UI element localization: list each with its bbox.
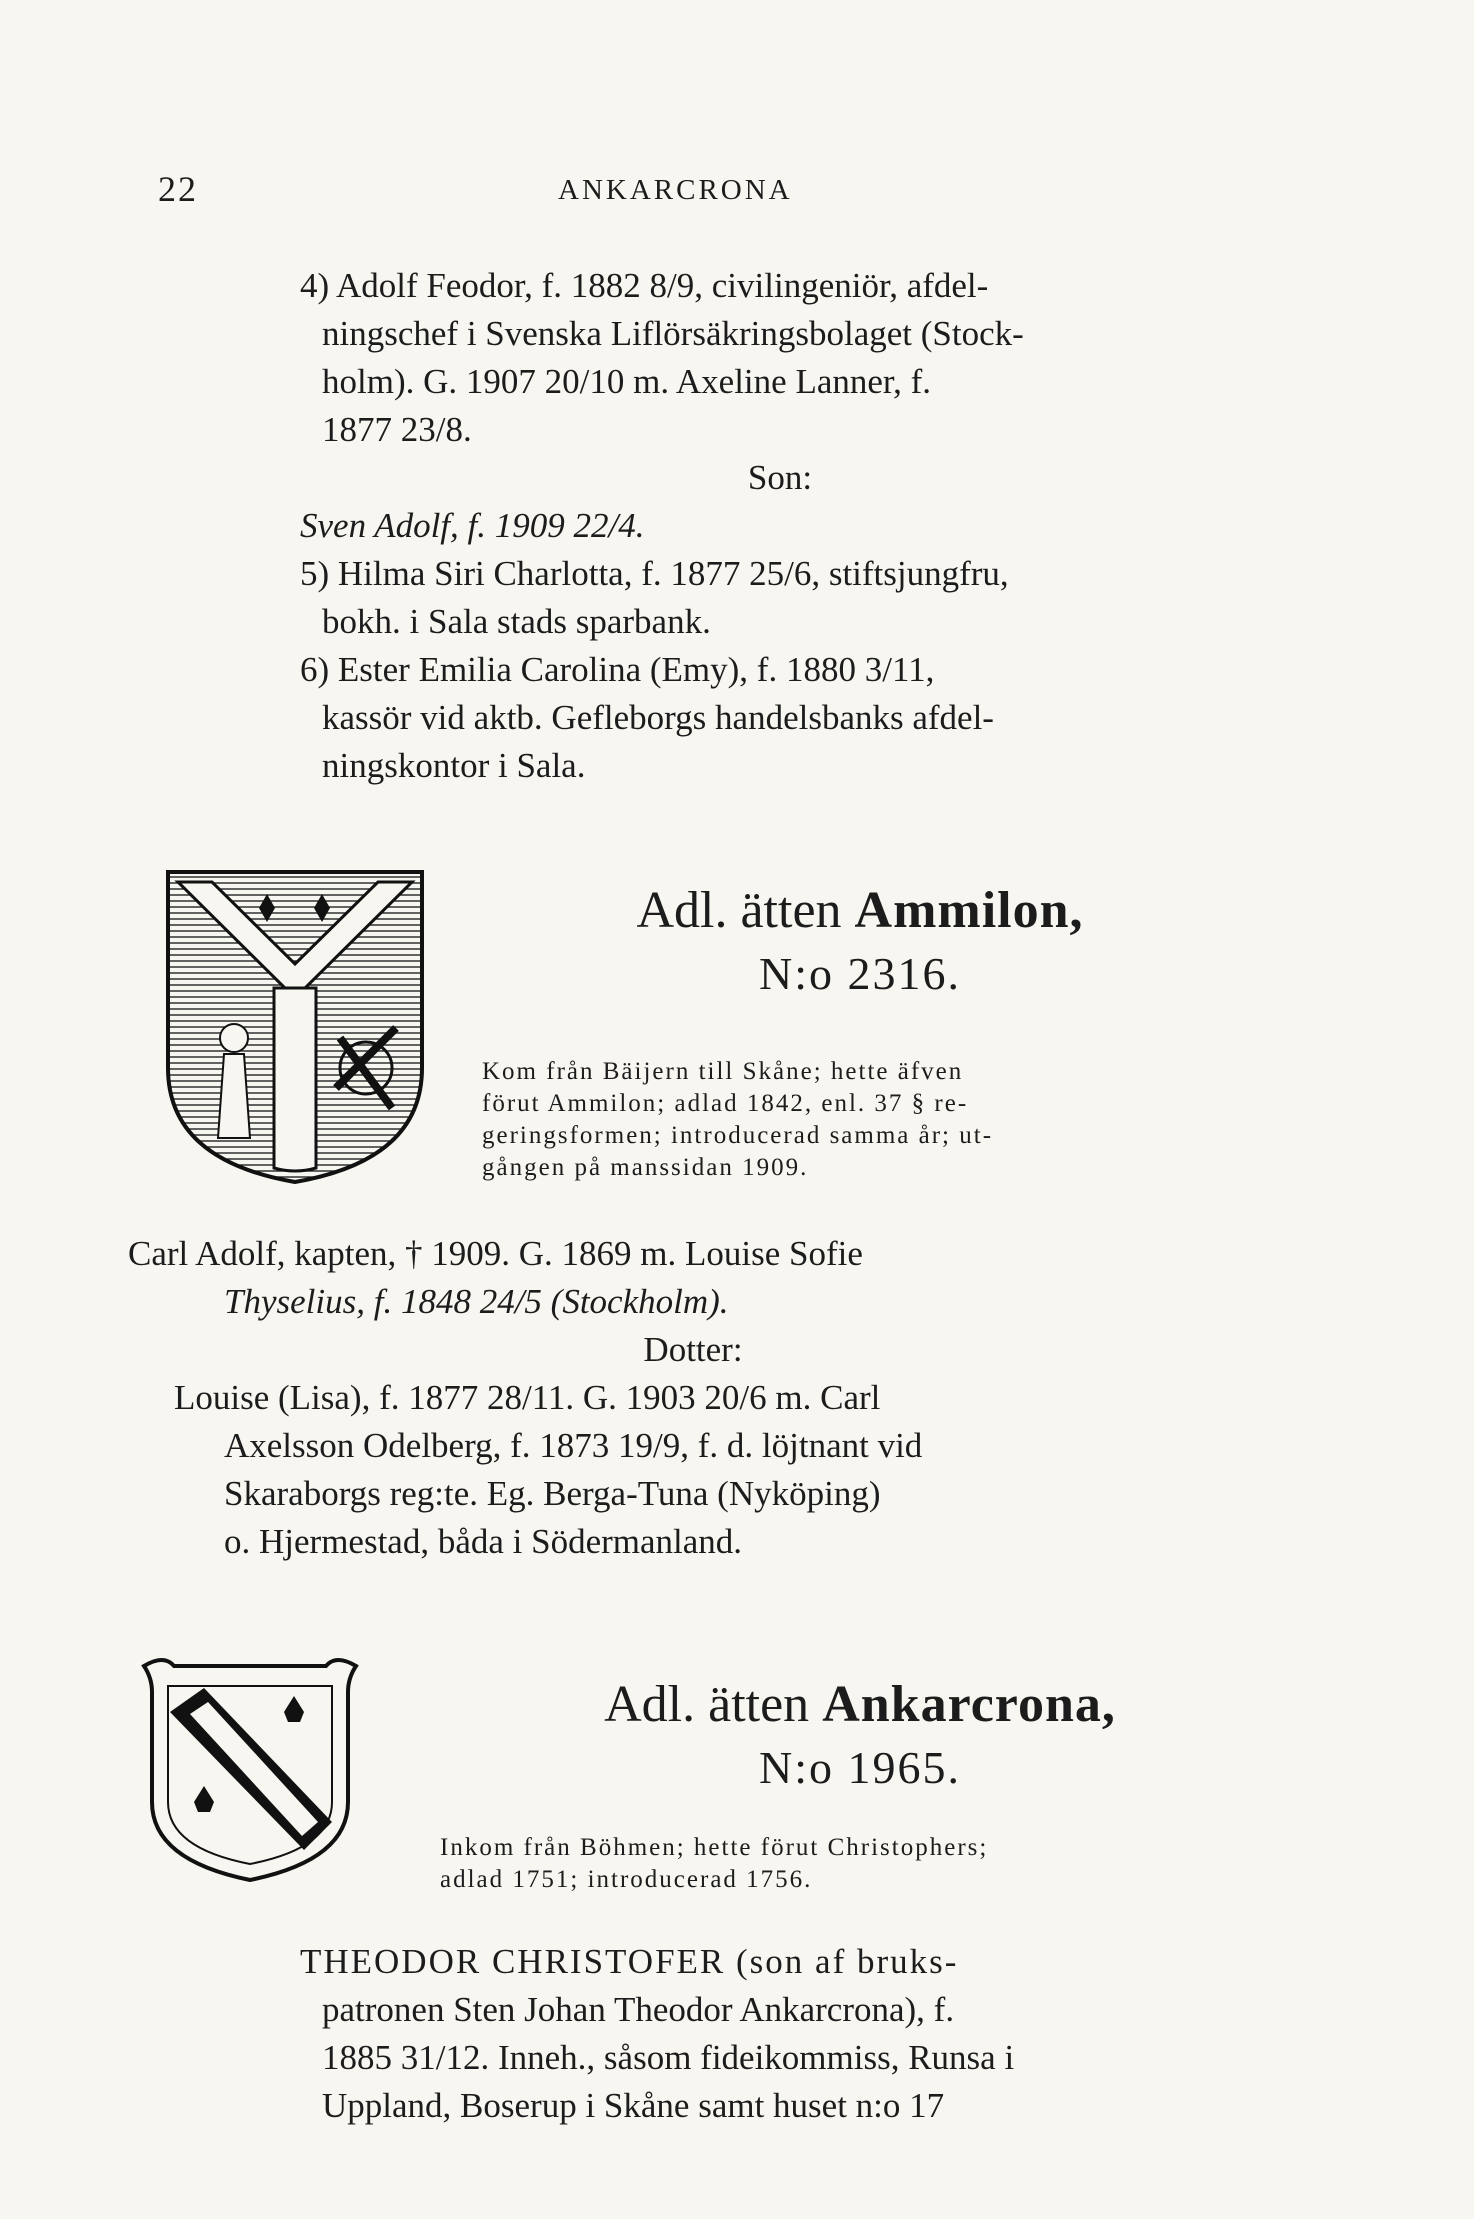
ammilon-title: [470, 878, 1250, 1004]
ankarcrona-body-line-3: 1885 31/12. Inneh., såsom fideikommiss, Runsa i: [322, 2038, 1015, 2077]
ammilon-body-line-2: Thyselius, f. 1848 24/5 (Stockholm).: [224, 1282, 729, 1321]
ankarcrona-number: N:o 1965.: [759, 1742, 961, 1793]
ammilon-desc-line-3: geringsformen; introducerad samma år; ut-: [482, 1122, 994, 1149]
entry-4-line-4: 1877 23/8.: [322, 410, 472, 449]
ankarcrona-coat-of-arms-icon: [134, 1652, 366, 1884]
ammilon-desc-line-2: förut Ammilon; adlad 1842, enl. 37 § re-: [482, 1090, 969, 1117]
entry-5-line-2: bokh. i Sala stads sparbank.: [322, 602, 711, 641]
ammilon-desc-line-4: gången på manssidan 1909.: [482, 1154, 809, 1181]
ankarcrona-title-name: Ankarcrona,: [822, 1676, 1116, 1733]
ankarcrona-desc-line-1: Inkom från Böhmen; hette förut Christophers;: [440, 1834, 989, 1861]
ammilon-description: [482, 1056, 1252, 1184]
ammilon-body-line-1: Carl Adolf, kapten, † 1909. G. 1869 m. Louise Sofie: [128, 1234, 863, 1273]
page-number: 22: [158, 169, 198, 209]
ammilon-body-line-6: o. Hjermestad, båda i Södermanland.: [224, 1522, 743, 1561]
entry-6-line-1: 6) Ester Emilia Carolina (Emy), f. 1880 3/11,: [300, 650, 935, 689]
ammilon-desc-line-1: Kom från Bäijern till Skåne; hette äfven: [482, 1058, 964, 1085]
entry-4-line-1: 4) Adolf Feodor, f. 1882 8/9, civilingeniör, afdel-: [300, 266, 989, 305]
ammilon-body-line-5: Skaraborgs reg:te. Eg. Berga-Tuna (Nyköping): [224, 1474, 881, 1513]
ankarcrona-body-line-4: Uppland, Boserup i Skåne samt huset n:o 17: [322, 2086, 945, 2125]
ammilon-body-line-4: Axelsson Odelberg, f. 1873 19/9, f. d. löjtnant vid: [224, 1426, 923, 1465]
entries-top: [300, 262, 1260, 790]
son-line: Sven Adolf, f. 1909 22/4.: [300, 506, 645, 545]
entry-6-line-2: kassör vid aktb. Gefleborgs handelsbanks afdel-: [322, 698, 994, 737]
son-heading: Son:: [747, 458, 813, 497]
ankarcrona-body-line-2: patronen Sten Johan Theodor Ankarcrona), f.: [322, 1990, 955, 2029]
ankarcrona-body-line-1: THEODOR CHRISTOFER (son af bruks-: [300, 1942, 959, 1981]
ammilon-number: N:o 2316.: [759, 948, 961, 999]
ankarcrona-title-prefix: Adl. ätten: [604, 1676, 810, 1733]
ammilon-title-name: Ammilon,: [854, 882, 1084, 939]
ankarcrona-description: [440, 1832, 1260, 1896]
page-header: [158, 168, 1258, 228]
running-title: ANKARCRONA: [558, 174, 793, 206]
entry-4-line-3: holm). G. 1907 20/10 m. Axeline Lanner, f.: [322, 362, 932, 401]
ammilon-body-line-3: Louise (Lisa), f. 1877 28/11. G. 1903 20/6 m. Carl: [174, 1378, 881, 1417]
ankarcrona-title: [470, 1672, 1250, 1798]
entry-5-line-1: 5) Hilma Siri Charlotta, f. 1877 25/6, stiftsjungfru,: [300, 554, 1009, 593]
ankarcrona-desc-line-2: adlad 1751; introducerad 1756.: [440, 1866, 813, 1893]
daughter-heading: Dotter:: [643, 1330, 743, 1369]
ankarcrona-body: [300, 1938, 1260, 2130]
ammilon-body: [128, 1230, 1258, 1566]
entry-6-line-3: ningskontor i Sala.: [322, 746, 586, 785]
entry-4-line-2: ningschef i Svenska Liflörsäkringsbolaget (Stock-: [322, 314, 1024, 353]
ammilon-title-prefix: Adl. ätten: [636, 882, 842, 939]
ammilon-coat-of-arms-icon: [164, 868, 426, 1186]
